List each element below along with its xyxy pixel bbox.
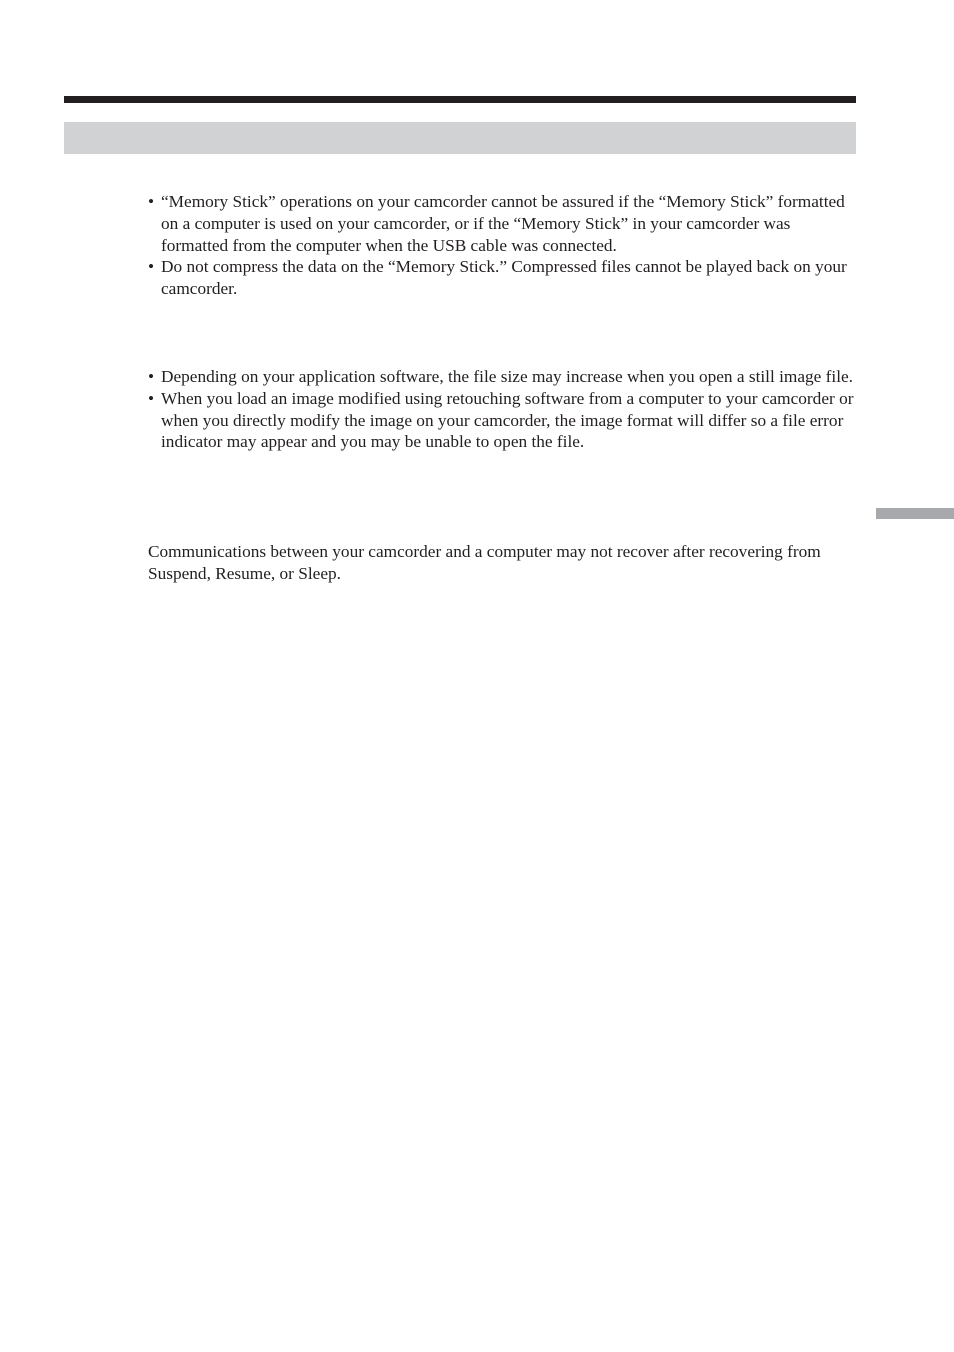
bullet-icon: • bbox=[148, 388, 155, 408]
list-item-text: Do not compress the data on the “Memory Stick.” Compressed files cannot be played back on your camcorder. bbox=[161, 257, 847, 299]
chapter-side-tab bbox=[876, 508, 954, 519]
list-item bbox=[148, 256, 860, 300]
communications-note: Communications between your camcorder and a computer may not recover after recovering from Suspend, Resume, or Sleep. bbox=[148, 542, 821, 583]
list-item bbox=[148, 191, 860, 256]
formatting-notes-list bbox=[148, 191, 860, 300]
list-item bbox=[148, 366, 860, 388]
file-notes-list bbox=[148, 366, 860, 453]
list-item-text: “Memory Stick” operations on your camcorder cannot be assured if the “Memory Stick” formatted on a computer is used on your camcorder, or if the “Memory Stick” in your camcorder was formatted from the computer when the USB cable was connected. bbox=[161, 192, 845, 255]
bullet-icon: • bbox=[148, 192, 155, 211]
bullet-icon: • bbox=[148, 367, 155, 386]
header-rule bbox=[64, 96, 856, 103]
list-item bbox=[148, 388, 860, 453]
list-item-text: Depending on your application software, the file size may increase when you open a still image file. bbox=[161, 367, 853, 386]
bullet-icon: • bbox=[148, 257, 155, 277]
list-item-text: When you load an image modified using retouching software from a computer to your camcorder or when you directly modify the image on your camcorder, the image format will differ so a file error indicator may appear and you may be unable to open the file. bbox=[161, 388, 854, 452]
section-header-band bbox=[64, 122, 856, 154]
